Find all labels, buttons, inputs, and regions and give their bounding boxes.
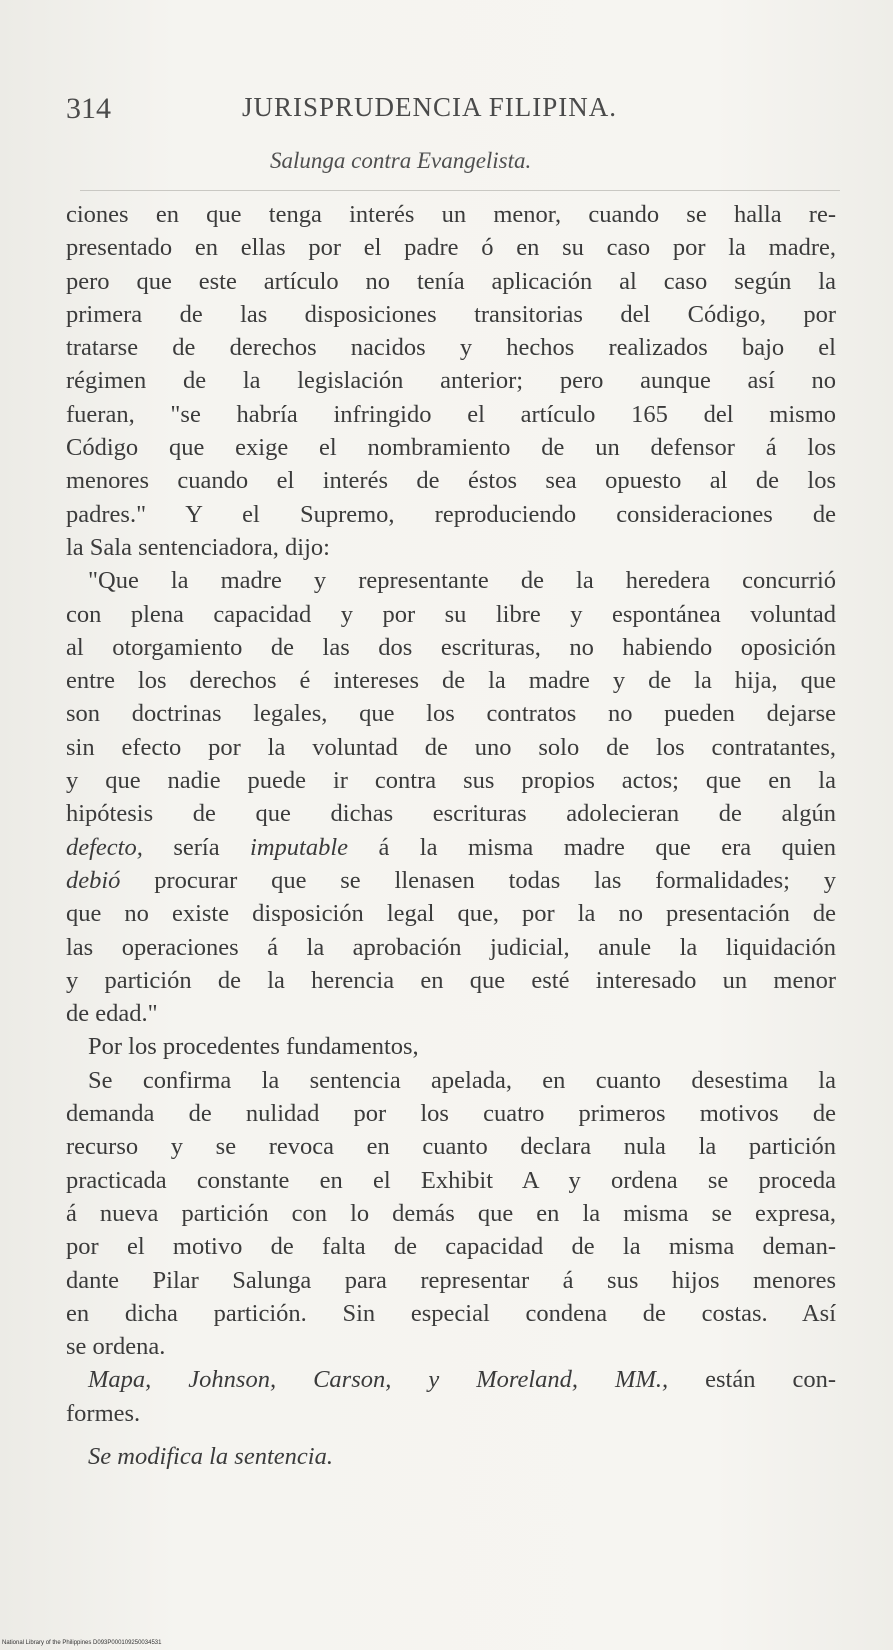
text-line: demanda de nulidad por los cuatro primeros motivos de (66, 1100, 836, 1128)
text-line: dante Pilar Salunga para representar á sus hijos menores (66, 1266, 836, 1294)
text-line: sin efecto por la voluntad de uno solo de los contratantes, (66, 733, 836, 761)
text-line: son doctrinas legales, que los contratos no pueden dejarse (66, 700, 836, 728)
text-line: practicada constante en el Exhibit A y ordena se proceda (66, 1166, 836, 1194)
text-line: tratarse de derechos nacidos y hechos realizados bajo el (66, 334, 836, 362)
text-line (66, 1363, 836, 1396)
text-line: en dicha partición. Sin especial condena de costas. Así (66, 1299, 836, 1327)
text-span: procurar que se llenasen todas las formalidades; y (120, 866, 836, 894)
body-text (66, 198, 836, 1473)
text-line: formes. (66, 1399, 141, 1427)
italic-word: defecto, (66, 833, 143, 861)
text-line: y partición de la herencia en que esté interesado un menor (66, 966, 836, 994)
text-line: y que nadie puede ir contra sus propios actos; que en la (66, 767, 836, 795)
text-line: "Que la madre y representante de la heredera concurrió (88, 567, 836, 595)
italic-word: debió (66, 866, 121, 894)
scan-credit: National Library of the Philippines D093P000109250034531 (2, 1640, 162, 1646)
text-line: padres." Y el Supremo, reproduciendo consideraciones de (66, 500, 836, 528)
text-line: primera de las disposiciones transitorias del Código, por (66, 300, 836, 328)
text-line: se ordena. (66, 1333, 166, 1361)
text-line: de edad." (66, 1000, 158, 1028)
italic-word: imputable (250, 833, 349, 861)
text-line: régimen de la legislación anterior; pero aunque así no (66, 367, 836, 395)
text-line: con plena capacidad y por su libre y espontánea voluntad (66, 600, 836, 628)
text-line: entre los derechos é intereses de la madre y de la hija, que (66, 667, 836, 695)
text-span: sería (142, 833, 251, 861)
text-line: las operaciones á la aprobación judicial, anule la liquidación (66, 933, 836, 961)
page-header (66, 86, 826, 136)
text-line: al otorgamiento de las dos escrituras, no habiendo oposición (66, 633, 836, 661)
text-line: fueran, "se habría infringido el artículo 165 del mismo (66, 400, 836, 428)
text-line: ciones en que tenga interés un menor, cuando se halla re- (66, 201, 836, 228)
text-line: recurso y se revoca en cuanto declara nula la partición (66, 1133, 836, 1161)
text-line: menores cuando el interés de éstos sea opuesto al de los (66, 467, 836, 495)
text-line (66, 864, 836, 897)
italic-names: Mapa, Johnson, Carson, y Moreland, MM., (88, 1366, 669, 1394)
text-line: Por los procedentes fundamentos, (88, 1033, 419, 1061)
text-span: están con- (668, 1366, 836, 1394)
header-rule (80, 190, 840, 191)
text-line: pero que este artículo no tenía aplicación al caso según la (66, 267, 836, 295)
text-line: que no existe disposición legal que, por la no presentación de (66, 900, 836, 928)
text-line: presentado en ellas por el padre ó en su caso por la madre, (66, 234, 836, 262)
text-line (66, 831, 836, 864)
text-line: Se confirma la sentencia apelada, en cuanto desestima la (88, 1066, 836, 1094)
text-line: á nueva partición con lo demás que en la misma se expresa, (66, 1199, 836, 1227)
text-line: por el motivo de falta de capacidad de la misma deman- (66, 1233, 836, 1261)
case-title: Salunga contra Evangelista. (270, 148, 532, 173)
text-span: á la misma madre que era quien (348, 833, 837, 861)
text-line: hipótesis de que dichas escrituras adolecieran de algún (66, 800, 836, 828)
closing-line: Se modifica la sentencia. (88, 1442, 333, 1470)
text-line: la Sala sentenciadora, dijo: (66, 533, 330, 561)
page-number: 314 (66, 92, 111, 125)
running-title: JURISPRUDENCIA FILIPINA. (242, 92, 618, 122)
text-line: Código que exige el nombramiento de un defensor á los (66, 434, 836, 462)
